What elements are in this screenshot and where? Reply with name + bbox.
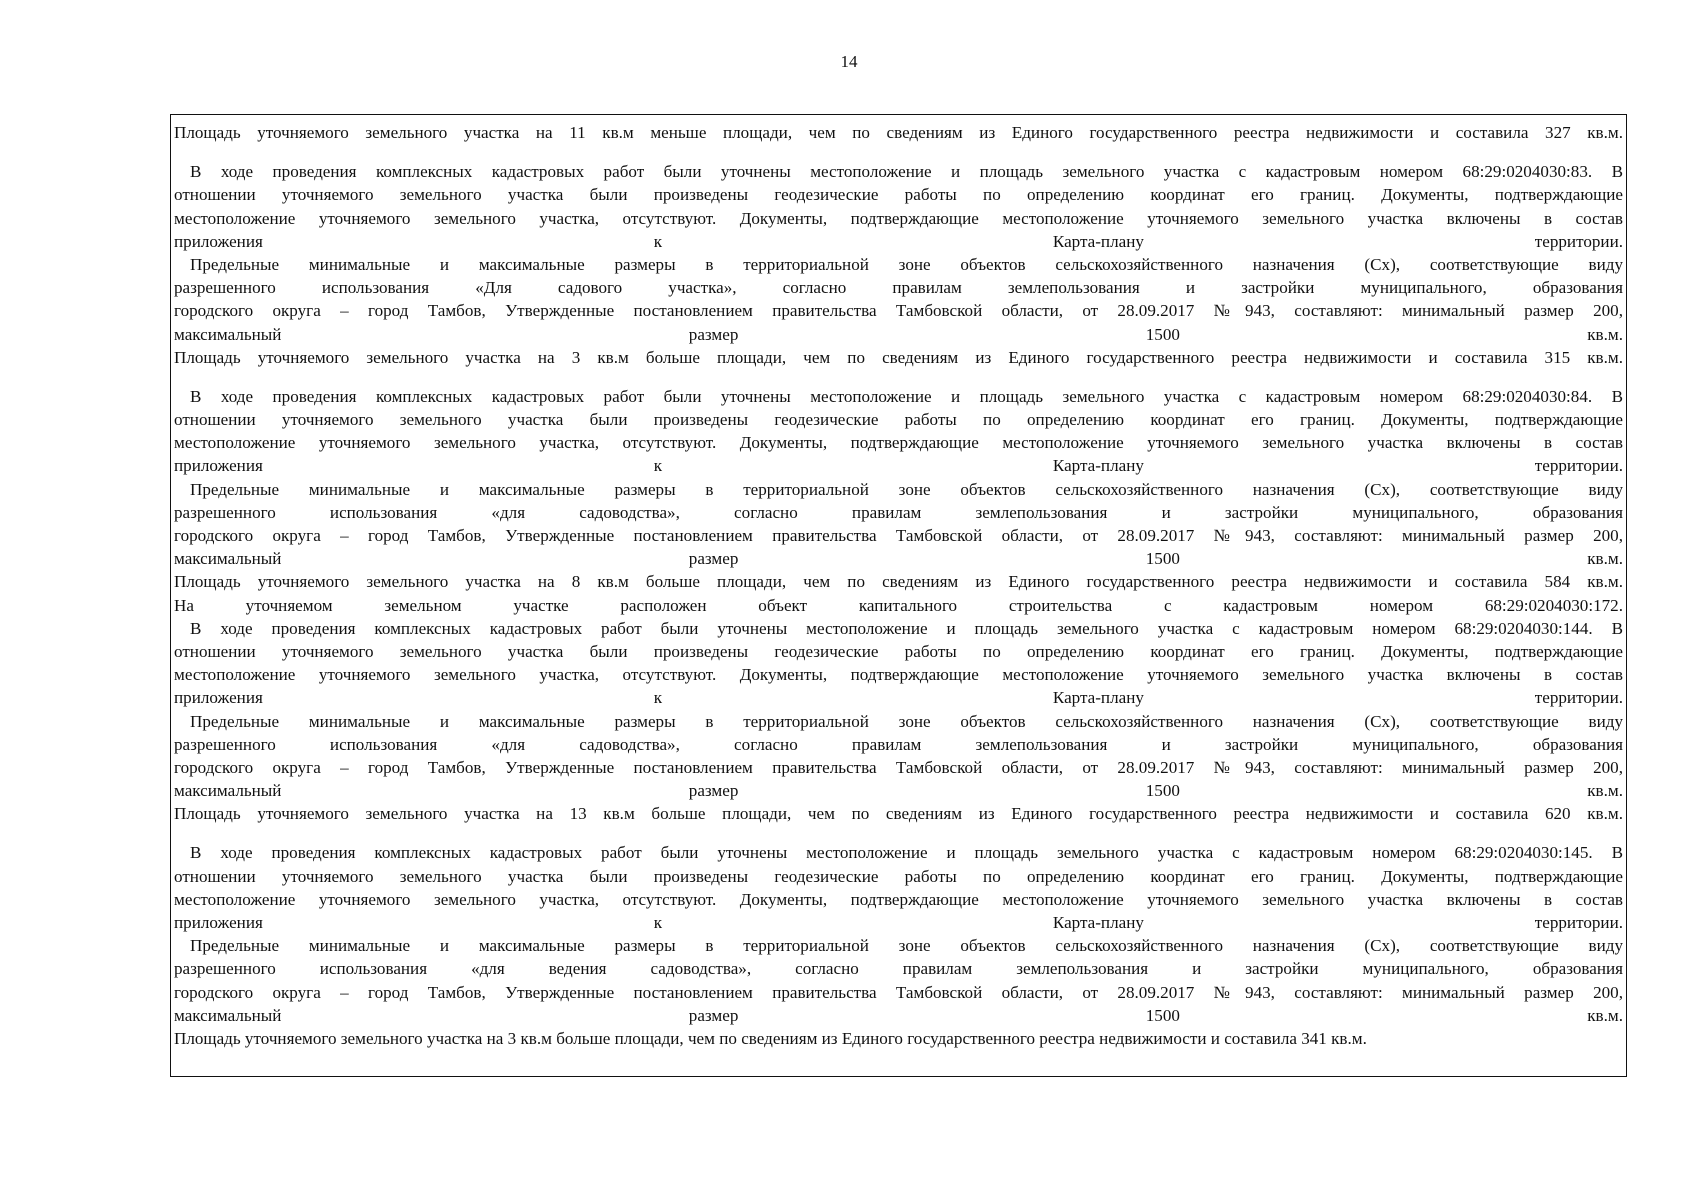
text-line: городского округа – город Тамбов, Утвержденные постановлением правительства Тамбовской области, от 28.09.2017 №943, составляют: минимальный размер 200, xyxy=(174,982,1623,1002)
text-line: отношении уточняемого земельного участка были произведены геодезические работы по определению координат его границ. Документы, подтверждающие xyxy=(174,866,1623,886)
text-line: максимальный размер 1500 кв.м. xyxy=(174,549,1623,569)
text-line: В ходе проведения комплексных кадастровых работ были уточнены местоположение и площадь земельного участка с кадастровым номером 68:29:0204030:144. В xyxy=(190,618,1623,638)
text-line: В ходе проведения комплексных кадастровых работ были уточнены местоположение и площадь земельного участка с кадастровым номером 68:29:0204030:83. В xyxy=(190,162,1623,182)
text-line: разрешенного использования «для садоводства», согласно правилам землепользования и застройки муниципального, образования xyxy=(174,502,1623,522)
text-line: разрешенного использования «Для садового участка», согласно правилам землепользования и застройки муниципального, образования xyxy=(174,278,1623,298)
text-line: городского округа – город Тамбов, Утвержденные постановлением правительства Тамбовской области, от 28.09.2017 №943, составляют: минимальный размер 200, xyxy=(174,526,1623,545)
text-block-b4 xyxy=(174,841,1623,1050)
text-line: Площадь уточняемого земельного участка на 11 кв.м меньше площади, чем по сведениям из Единого государственного реестра недвижимости и составила 327 кв.м. xyxy=(174,123,1623,142)
page-number: 14 xyxy=(840,52,858,71)
text-line: разрешенного использования «для садоводства», согласно правилам землепользования и застройки муниципального, образования xyxy=(174,734,1623,754)
text-line: местоположение уточняемого земельного участка, отсутствуют. Документы, подтверждающие местоположение уточняемого земельного участка включены в состав xyxy=(174,208,1623,228)
text-line: Предельные минимальные и максимальные размеры в территориальной зоне объектов сельскохозяйственного назначения (Сх), соответствующие виду xyxy=(190,479,1623,499)
text-line: отношении уточняемого земельного участка были произведены геодезические работы по определению координат его границ. Документы, подтверждающие xyxy=(174,641,1623,661)
text-line: Площадь уточняемого земельного участка на 13 кв.м больше площади, чем по сведениям из Единого государственного реестра недвижимости и составила 620 кв.м. xyxy=(174,804,1623,824)
paragraph-gap xyxy=(174,144,1623,160)
text-line: максимальный размер 1500 кв.м. xyxy=(174,1005,1623,1025)
text-line: Площадь уточняемого земельного участка на 3 кв.м больше площади, чем по сведениям из Единого государственного реестра недвижимости и составила 341 кв.м. xyxy=(174,1028,1367,1048)
text-line: В ходе проведения комплексных кадастровых работ были уточнены местоположение и площадь земельного участка с кадастровым номером 68:29:0204030:84. В xyxy=(190,386,1623,406)
text-line: городского округа – город Тамбов, Утвержденные постановлением правительства Тамбовской области, от 28.09.2017 №943, составляют: минимальный размер 200, xyxy=(174,301,1623,321)
text-line: отношении уточняемого земельного участка были произведены геодезические работы по определению координат его границ. Документы, подтверждающие xyxy=(174,185,1623,205)
text-line: максимальный размер 1500 кв.м. xyxy=(174,324,1623,344)
document-content-box xyxy=(170,114,1627,1077)
text-line: разрешенного использования «для ведения садоводства», согласно правилам землепользования и застройки муниципального, образования xyxy=(174,959,1623,979)
text-line: приложения к Карта-плану территории. xyxy=(174,231,1623,251)
text-block-b2 xyxy=(174,160,1623,369)
text-line: отношении уточняемого земельного участка были произведены геодезические работы по определению координат его границ. Документы, подтверждающие xyxy=(174,410,1623,430)
text-line: местоположение уточняемого земельного участка, отсутствуют. Документы, подтверждающие местоположение уточняемого земельного участка включены в состав xyxy=(174,889,1623,909)
text-line: Предельные минимальные и максимальные размеры в территориальной зоне объектов сельскохозяйственного назначения (Сх), соответствующие виду xyxy=(190,936,1623,956)
paragraph-gap xyxy=(174,825,1623,841)
text-line: приложения к Карта-плану территории. xyxy=(174,688,1623,708)
text-line: местоположение уточняемого земельного участка, отсутствуют. Документы, подтверждающие местоположение уточняемого земельного участка включены в состав xyxy=(174,433,1623,453)
text-line: Предельные минимальные и максимальные размеры в территориальной зоне объектов сельскохозяйственного назначения (Сх), соответствующие виду xyxy=(190,254,1623,274)
text-line: приложения к Карта-плану территории. xyxy=(174,913,1623,932)
text-line: Предельные минимальные и максимальные размеры в территориальной зоне объектов сельскохозяйственного назначения (Сх), соответствующие виду xyxy=(190,711,1623,731)
text-line: На уточняемом земельном участке расположен объект капитального строительства с кадастровым номером 68:29:0204030:172. xyxy=(174,595,1623,615)
text-line: Площадь уточняемого земельного участка на 8 кв.м больше площади, чем по сведениям из Единого государственного реестра недвижимости и составила 584 кв.м. xyxy=(174,572,1623,592)
text-block-b1 xyxy=(174,121,1623,144)
text-line: Площадь уточняемого земельного участка на 3 кв.м больше площади, чем по сведениям из Единого государственного реестра недвижимости и составила 315 кв.м. xyxy=(174,347,1623,367)
text-line: местоположение уточняемого земельного участка, отсутствуют. Документы, подтверждающие местоположение уточняемого земельного участка включены в состав xyxy=(174,665,1623,685)
text-block-b3 xyxy=(174,385,1623,826)
text-line: В ходе проведения комплексных кадастровых работ были уточнены местоположение и площадь земельного участка с кадастровым номером 68:29:0204030:145. В xyxy=(190,843,1623,863)
paragraph-gap xyxy=(174,369,1623,385)
text-line: максимальный размер 1500 кв.м. xyxy=(174,781,1623,801)
text-line: приложения к Карта-плану территории. xyxy=(174,456,1623,476)
text-line: городского округа – город Тамбов, Утвержденные постановлением правительства Тамбовской области, от 28.09.2017 №943, составляют: минимальный размер 200, xyxy=(174,757,1623,777)
